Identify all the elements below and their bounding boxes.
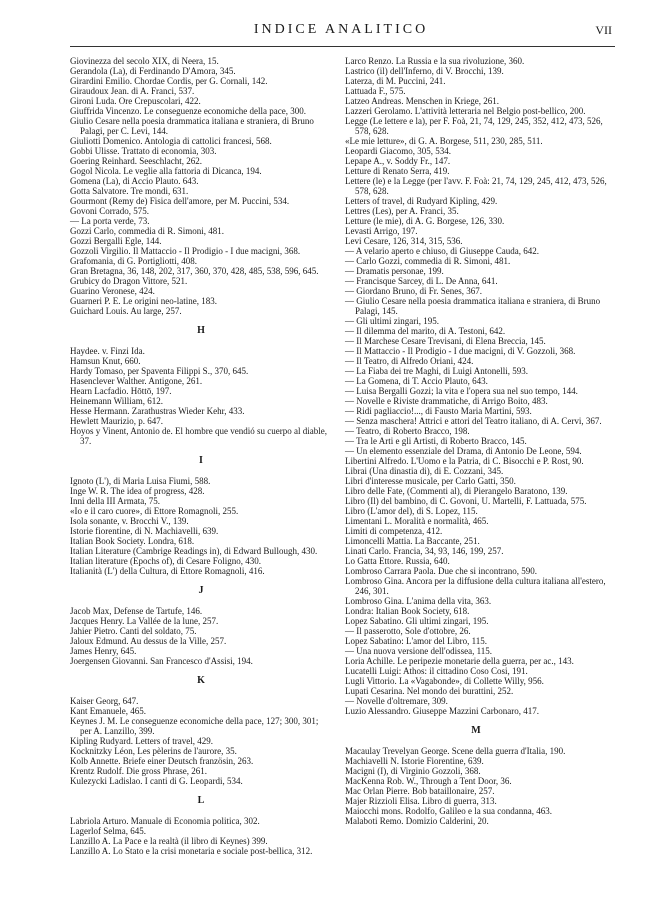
- section-letter: M: [471, 725, 481, 736]
- index-entry: Keynes J. M. Le conseguenze economiche della pace, 127; 300, 301; per A. Lanzillo, 399.: [70, 716, 319, 736]
- index-entry: Ignoto (L'), di Maria Luisa Fiumi, 588.: [70, 476, 211, 486]
- index-entry: Kaiser Georg, 647.: [70, 696, 139, 706]
- index-entry: Jaloux Edmund. Au dessus de la Ville, 257.: [70, 636, 227, 646]
- index-entry: Italian Book Society. Londra, 618.: [70, 536, 195, 546]
- index-entry: Giuliotti Domenico. Antologia di cattolici francesi, 568.: [70, 136, 272, 146]
- index-entry: — Luisa Bergalli Gozzi; la vita e l'opera sua nel suo tempo, 144.: [345, 386, 578, 396]
- index-entry: Limiti di competenza, 412.: [345, 526, 443, 536]
- index-entry: Luzio Alessandro. Giuseppe Mazzini Carbonaro, 417.: [345, 706, 539, 716]
- index-entry: Gironi Luda. Ore Crepuscolari, 422.: [70, 96, 201, 106]
- index-entry: Lettres (Les), per A. Franci, 35.: [345, 206, 459, 216]
- index-entry: Inge W. R. The idea of progress, 428.: [70, 486, 205, 496]
- index-entry: Haydee. v. Finzi Ida.: [70, 346, 145, 356]
- index-entry: Hesse Hermann. Zarathustras Wieder Kehr, 433.: [70, 406, 245, 416]
- index-entry: — Tra le Arti e gli Artisti, di Roberto Bracco, 145.: [345, 436, 527, 446]
- index-entry: Kolb Annette. Briefe einer Deutsch französin, 263.: [70, 756, 254, 766]
- index-entry: Jacques Henry. La Vallée de la lune, 257.: [70, 616, 219, 626]
- left-column: [70, 56, 332, 856]
- index-entry: Hearn Lacfadio. Hōttō, 197.: [70, 386, 172, 396]
- index-entry: Lugli Vittorio. La «Vagabonde», di Collette Willy, 956.: [345, 676, 544, 686]
- index-entry: Guichard Louis. Au large, 257.: [70, 306, 182, 316]
- index-entry: Govoni Corrado, 575.: [70, 206, 149, 216]
- index-entry: Gozzi Carlo, commedia di R. Simoni, 481.: [70, 226, 224, 236]
- index-entry: «Io e il caro cuore», di Ettore Romagnoli, 255.: [70, 506, 239, 516]
- index-entry: — A velario aperto e chiuso, di Giuseppe Cauda, 642.: [345, 246, 539, 256]
- index-entry: Loria Achille. Le peripezie monetarie della guerra, per ac., 143.: [345, 656, 574, 666]
- index-entry: Libro (L'amor del), di S. Lopez, 115.: [345, 506, 478, 516]
- index-entry: Giraudoux Jean. di A. Franci, 537.: [70, 86, 195, 96]
- index-entry: Linati Carlo. Francia, 34, 93, 146, 199, 257.: [345, 546, 504, 556]
- index-entry: — La Fiaba dei tre Maghi, di Luigi Antonelli, 593.: [345, 366, 528, 376]
- index-entry: — Un elemento essenziale del Drama, di Antonio De Leone, 594.: [345, 446, 582, 456]
- index-entry: Letture di Renato Serra, 419.: [345, 166, 450, 176]
- index-entry: Mac Orlan Pierre. Bob bataillonaire, 257.: [345, 786, 495, 796]
- index-entry: — Novelle d'oltremare, 309.: [345, 696, 448, 706]
- index-entry: Lopez Sabatino. Gli ultimi zingari, 195.: [345, 616, 489, 626]
- page-title: INDICE ANALITICO: [253, 22, 429, 37]
- index-entry: Hewlett Maurizio, p. 647.: [70, 416, 163, 426]
- index-entry: Librai (Una dinastia di), di E. Cozzani, 345.: [345, 466, 504, 476]
- index-entry: — Teatro, di Roberto Bracco, 198.: [345, 426, 470, 436]
- index-entry: Italianità (L') della Cultura, di Ettore Romagnoli, 416.: [70, 566, 265, 576]
- index-entry: Macaulay Trevelyan George. Scene della guerra d'Italia, 190.: [345, 746, 566, 756]
- index-entry: Jahier Pietro. Canti del soldato, 75.: [70, 626, 197, 636]
- index-entry: Girardini Emilio. Chordae Cordis, per G. Cornali, 142.: [70, 76, 268, 86]
- index-entry: Lopez Sabatino: L'amor del Libro, 115.: [345, 636, 488, 646]
- index-entry: Londra: Italian Book Society, 618.: [345, 606, 470, 616]
- index-entry: Guarino Veronese, 424.: [70, 286, 155, 296]
- index-entry: Lo Gatta Ettore. Russia, 640.: [345, 556, 450, 566]
- index-entry: — Gli ultimi zingari, 195.: [345, 316, 439, 326]
- index-entry: James Henry, 645.: [70, 646, 137, 656]
- index-entry: Inni della III Armata, 75.: [70, 496, 160, 506]
- index-entry: Italian literature (Epochs of), di Cesare Foligno, 430.: [70, 556, 261, 566]
- index-entry: Gobbi Ulisse. Trattato di economia, 303.: [70, 146, 217, 156]
- index-entry: Limentani L. Moralità e normalità, 465.: [345, 516, 489, 526]
- index-entry: Lattuada F., 575.: [345, 86, 406, 96]
- section-letter: L: [197, 795, 205, 806]
- index-entry: — Una nuova versione dell'odissea, 115.: [345, 646, 493, 656]
- index-entry: Libro (Il) del bambino, di C. Govoni, U. Martelli, F. Lattuada, 575.: [345, 496, 587, 506]
- index-entry: Levi Cesare, 126, 314, 315, 536.: [345, 236, 463, 246]
- index-entry: — La Gomena, di T. Accio Plauto, 643.: [345, 376, 488, 386]
- index-entry: Gotta Salvatore. Tre mondi, 631.: [70, 186, 189, 196]
- index-entry: Jacob Max, Defense de Tartufe, 146.: [70, 606, 203, 616]
- index-entry: Lucatelli Luigi: Athos: il cittadino Coso Cosi, 191.: [345, 666, 528, 676]
- index-entry: Lazzeri Gerolamo. L'attività letteraria nel Belgio post-bellico, 200.: [345, 106, 586, 116]
- index-entry: Lanzillo A. Lo Stato e la crisi monetaria e sociale post-bellica, 312.: [70, 846, 313, 856]
- index-entry: Krentz Rudolf. Die gross Phrase, 261.: [70, 766, 207, 776]
- index-entry: Lupati Cesarina. Nel mondo dei burattini, 252.: [345, 686, 514, 696]
- index-entry: Hasenclever Walther. Antigone, 261.: [70, 376, 203, 386]
- page-number: VII: [595, 23, 612, 37]
- index-entry: — Giulio Cesare nella poesia drammatica italiana e straniera, di Bruno Palagi, 145.: [345, 296, 601, 316]
- index-entry: — Dramatis personae, 199.: [345, 266, 444, 276]
- index-entry: Giuffrida Vincenzo. Le conseguenze economiche della pace, 300.: [70, 106, 307, 116]
- index-entry: Istorie fiorentine, di N. Machiavelli, 639.: [70, 526, 219, 536]
- index-entry: Hoyos y Vinent, Antonio de. El hombre que vendió su cuerpo al diable, 37.: [70, 426, 327, 446]
- index-entry: — La porta verde, 73.: [70, 216, 150, 226]
- index-entry: Joergensen Giovanni. San Francesco d'Assisi, 194.: [70, 656, 253, 666]
- index-entry: Italian Literature (Cambrige Readings in), di Edward Bullough, 430.: [70, 546, 318, 556]
- section-letter: H: [197, 325, 205, 336]
- index-entry: Malaboti Remo. Domizio Calderini, 20.: [345, 816, 489, 826]
- index-entry: Kipling Rudyard. Letters of travel, 429.: [70, 736, 213, 746]
- index-entry: Lepape A., v. Soddy Fr., 147.: [345, 156, 451, 166]
- index-entry: MacKenna Rob. W., Through a Tent Door, 36.: [345, 776, 512, 786]
- index-entry: Lombroso Gina. L'anima della vita, 363.: [345, 596, 492, 606]
- index-entry: Libri d'interesse musicale, per Carlo Gatti, 350.: [345, 476, 516, 486]
- index-entry: — Il passerotto, Sole d'ottobre, 26.: [345, 626, 471, 636]
- index-entry: Letters of travel, di Rudyard Kipling, 429.: [345, 196, 498, 206]
- index-entry: Libro delle Fate, (Commenti al), di Pierangelo Baratono, 139.: [345, 486, 568, 496]
- index-entry: Letture (le mie), di A. G. Borgese, 126, 330.: [345, 216, 505, 226]
- index-entry: Kulezycki Ladislao. I canti di G. Leopardi, 534.: [70, 776, 243, 786]
- index-entry: — Novelle e Riviste drammatiche, di Arrigo Boito, 483.: [345, 396, 548, 406]
- page-header: [70, 22, 612, 40]
- index-entry: Limoncelli Mattia. La Baccante, 251.: [345, 536, 480, 546]
- index-entry: — Ridi pagliaccio!..., di Fausto Maria Martini, 593.: [345, 406, 532, 416]
- index-entry: — Carlo Gozzi, commedia di R. Simoni, 481.: [345, 256, 511, 266]
- index-entry: Gozzi Bergalli Egle, 144.: [70, 236, 162, 246]
- index-entry: Giulio Cesare nella poesia drammatica italiana e straniera, di Bruno Palagi, per C. Levi, 144.: [70, 116, 314, 136]
- index-entry: Gourmont (Remy de) Fisica dell'amore, per M. Puccini, 534.: [70, 196, 290, 206]
- index-entry: Machiavelli N. Istorie Fiorentine, 639.: [345, 756, 484, 766]
- index-entry: Guarneri P. E. Le origini neo-latine, 183.: [70, 296, 217, 306]
- index-entry: — Francisque Sarcey, di L. De Anna, 641.: [345, 276, 498, 286]
- index-entry: Latzeo Andreas. Menschen in Kriege, 261.: [345, 96, 499, 106]
- index-entry: — Il dilemma del marito, di A. Testoni, 642.: [345, 326, 506, 336]
- index-entry: Larco Renzo. La Russia e la sua rivoluzione, 360.: [345, 56, 525, 66]
- index-entry: — Giordano Bruno, di Fr. Senes, 367.: [345, 286, 482, 296]
- index-entry: «Le mie letture», di G. A. Borgese, 511, 230, 285, 511.: [345, 136, 543, 146]
- index-entry: Gomena (La), di Accio Plauto. 643.: [70, 176, 199, 186]
- index-entry: Giovinezza del secolo XIX, di Neera, 15.: [70, 56, 219, 66]
- index-entry: Maiocchi mons. Rodolfo, Galileo e la sua condanna, 463.: [345, 806, 552, 816]
- index-entry: Lagerlof Selma, 645.: [70, 826, 146, 836]
- index-entry: Lettere (le) e la Legge (per l'avv. F. Foà: 21, 74, 129, 245, 412, 473, 526, 578, 628.: [345, 176, 607, 196]
- index-entry: — Senza maschera! Attrici e attori del Teatro italiano, di A. Cervi, 367.: [345, 416, 602, 426]
- section-letter: K: [197, 675, 205, 686]
- index-entry: Macigni (I), di Virginio Gozzoli, 368.: [345, 766, 481, 776]
- index-entry: Grubicy do Dragon Vittore, 521.: [70, 276, 188, 286]
- index-entry: Lanzillo A. La Pace e la realtà (il libro di Keynes) 399.: [70, 836, 268, 846]
- index-entry: Hardy Tomaso, per Spaventa Filippi S., 370, 645.: [70, 366, 249, 376]
- index-entry: Libertini Alfredo. L'Uomo e la Patria, di C. Bisocchi e P. Rost, 90.: [345, 456, 584, 466]
- index-entry: Gogol Nicola. Le veglie alla fattoria di Dicanca, 194.: [70, 166, 262, 176]
- index-entry: Laterza, di M. Puccini, 241.: [345, 76, 446, 86]
- section-letter: I: [199, 455, 203, 466]
- index-entry: Leopardi Giacomo, 305, 534.: [345, 146, 451, 156]
- index-entry: — Il Teatro, di Alfredo Oriani, 424.: [345, 356, 474, 366]
- header-rule: [70, 46, 615, 47]
- index-entry: Heinemann William, 612.: [70, 396, 163, 406]
- index-entry: — Il Mattaccio - Il Prodigio - I due macigni, di V. Gozzoli, 368.: [345, 346, 576, 356]
- index-entry: Grafomania, di G. Portigliotti, 408.: [70, 256, 197, 266]
- index-entry: Gran Bretagna, 36, 148, 202, 317, 360, 370, 428, 485, 538, 596, 645.: [70, 266, 319, 276]
- index-entry: Hamsun Knut, 660.: [70, 356, 141, 366]
- section-letter: J: [198, 585, 204, 596]
- index-entry: Isola sonante, v. Brocchi V., 139.: [70, 516, 189, 526]
- index-entry: Levasti Arrigo, 197.: [345, 226, 418, 236]
- index-entry: Lastrico (il) dell'Inferno, di V. Brocchi, 139.: [345, 66, 504, 76]
- index-entry: Majer Rizzioli Elisa. Libro di guerra, 313.: [345, 796, 497, 806]
- index-entry: Gozzoli Virgilio. Il Mattaccio - Il Prodigio - I due macigni, 368.: [70, 246, 301, 256]
- index-entry: Legge (Le lettere e la), per F. Foà, 21, 74, 129, 245, 352, 412, 473, 526, 578, 628.: [345, 116, 603, 136]
- index-entry: Gerandola (La), di Ferdinando D'Amora, 345.: [70, 66, 236, 76]
- index-entry: — Il Marchese Cesare Trevisani, di Elena Breccia, 145.: [345, 336, 546, 346]
- index-entry: Lombroso Gina. Ancora per la diffusione della cultura italiana all'estero, 246, 301.: [345, 576, 606, 596]
- index-entry: Kocknitzky Léon, Les pèlerins de l'aurore, 35.: [70, 746, 237, 756]
- index-entry: Lombroso Carrara Paola. Due che si incontrano, 590.: [345, 566, 537, 576]
- right-column: [345, 56, 607, 826]
- index-entry: Goering Reinhard. Seeschlacht, 262.: [70, 156, 202, 166]
- index-entry: Kant Emanuele, 465.: [70, 706, 146, 716]
- index-entry: Labriola Arturo. Manuale di Economia politica, 302.: [70, 816, 260, 826]
